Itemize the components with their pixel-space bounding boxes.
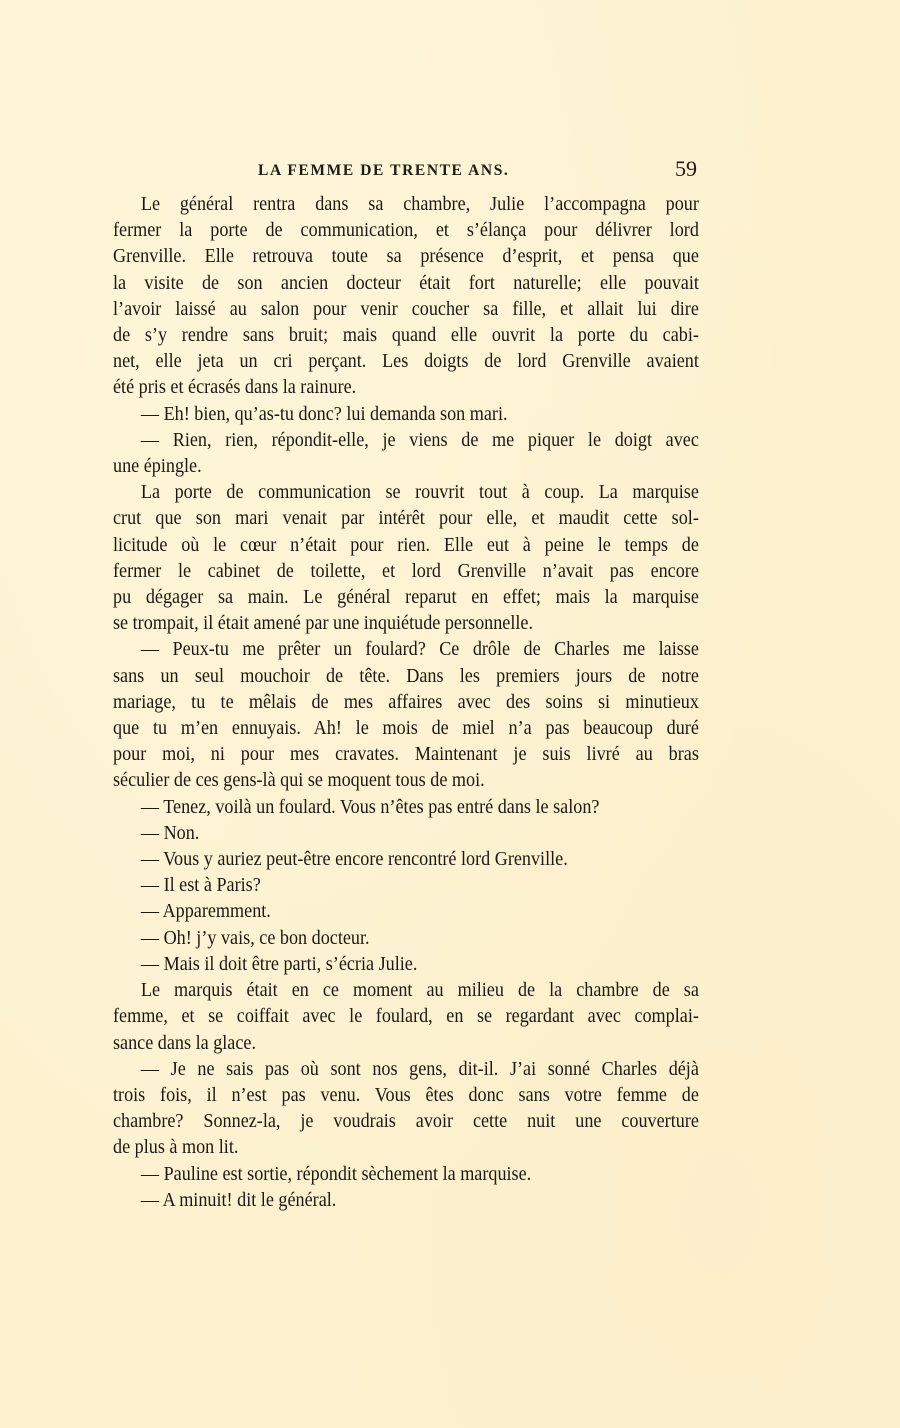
text-line: trois fois, il n’est pas venu. Vous êtes donc sans votre femme de bbox=[113, 1084, 699, 1106]
running-title: LA FEMME DE TRENTE ANS. bbox=[258, 162, 510, 179]
text-line: Le marquis était en ce moment au milieu de la chambre de sa bbox=[140, 980, 699, 1002]
text-line: — Rien, rien, répondit-elle, je viens de me piquer le doigt avec bbox=[140, 429, 699, 451]
text-line: séculier de ces gens-là qui se moquent tous de moi. bbox=[113, 770, 485, 792]
text-line: licitude où le cœur n’était pour rien. Elle eut à peine le temps de bbox=[113, 534, 699, 556]
paragraph bbox=[113, 978, 699, 1057]
text-line: été pris et écrasés dans la rainure. bbox=[113, 377, 357, 399]
text-line: de s’y rendre sans bruit; mais quand elle ouvrit la porte du cabi- bbox=[113, 325, 699, 347]
dialogue-paragraph bbox=[113, 1188, 699, 1214]
dialogue-paragraph bbox=[113, 873, 699, 899]
dialogue-paragraph bbox=[113, 847, 699, 873]
text-line: l’avoir laissé au salon pour venir coucher sa fille, et allait lui dire bbox=[113, 298, 699, 320]
dialogue-paragraph bbox=[113, 952, 699, 978]
dialogue-paragraph bbox=[113, 795, 699, 821]
paragraph bbox=[113, 192, 699, 402]
dialogue-paragraph bbox=[113, 1162, 699, 1188]
text-line: — Il est à Paris? bbox=[140, 875, 261, 897]
text-line: de plus à mon lit. bbox=[113, 1137, 239, 1159]
text-line: — Pauline est sortie, répondit sèchement la marquise. bbox=[140, 1163, 532, 1185]
text-line: fermer la porte de communication, et s’élança pour délivrer lord bbox=[113, 220, 699, 242]
text-line: — Vous y auriez peut-être encore rencontré lord Grenville. bbox=[140, 849, 568, 871]
dialogue-paragraph bbox=[113, 899, 699, 925]
text-line: fermer le cabinet de toilette, et lord Grenville n’avait pas encore bbox=[113, 560, 699, 582]
dialogue-paragraph bbox=[113, 428, 699, 480]
text-line: chambre? Sonnez-la, je voudrais avoir cette nuit une couverture bbox=[113, 1111, 699, 1133]
text-line: — Eh! bien, qu’as-tu donc? lui demanda son mari. bbox=[140, 403, 508, 425]
text-line: net, elle jeta un cri perçant. Les doigts de lord Grenville avaient bbox=[113, 351, 699, 373]
text-line: — Mais il doit être parti, s’écria Julie. bbox=[140, 953, 418, 975]
paragraph bbox=[113, 480, 699, 637]
text-line: — Peux-tu me prêter un foulard? Ce drôle de Charles me laisse bbox=[140, 639, 699, 661]
dialogue-paragraph bbox=[113, 402, 699, 428]
text-line: — Oh! j’y vais, ce bon docteur. bbox=[140, 927, 370, 949]
text-line: se trompait, il était amené par une inquiétude personnelle. bbox=[113, 613, 533, 635]
text-line: que tu m’en ennuyais. Ah! le mois de miel n’a pas beaucoup duré bbox=[113, 718, 699, 740]
body-text bbox=[113, 192, 699, 1214]
text-line: mariage, tu te mêlais de mes affaires avec des soins si minutieux bbox=[113, 691, 699, 713]
text-line: — Tenez, voilà un foulard. Vous n’êtes pas entré dans le salon? bbox=[140, 796, 600, 818]
text-line: Le général rentra dans sa chambre, Julie l’accompagna pour bbox=[140, 194, 699, 215]
text-line: pu dégager sa main. Le général reparut en effet; mais la marquise bbox=[113, 587, 699, 609]
dialogue-paragraph bbox=[113, 1057, 699, 1162]
text-line: femme, et se coiffait avec le foulard, en se regardant avec complai- bbox=[113, 1006, 699, 1028]
text-line: la visite de son ancien docteur était fort naturelle; elle pouvait bbox=[113, 272, 699, 294]
text-line: — Non. bbox=[140, 822, 200, 844]
text-line: — A minuit! dit le général. bbox=[140, 1189, 337, 1211]
text-line: sance dans la glace. bbox=[113, 1032, 257, 1054]
dialogue-paragraph bbox=[113, 637, 699, 794]
text-line: pour moi, ni pour mes cravates. Maintenant je suis livré au bras bbox=[113, 744, 699, 766]
text-line: — Je ne sais pas où sont nos gens, dit-il. J’ai sonné Charles déjà bbox=[140, 1058, 699, 1080]
running-head bbox=[113, 156, 699, 186]
text-line: La porte de communication se rouvrit tout à coup. La marquise bbox=[140, 482, 699, 504]
text-line: — Apparemment. bbox=[140, 901, 271, 923]
text-line: Grenville. Elle retrouva toute sa présence d’esprit, et pensa que bbox=[113, 246, 699, 268]
page-number: 59 bbox=[675, 156, 697, 181]
dialogue-paragraph bbox=[113, 926, 699, 952]
text-line: une épingle. bbox=[113, 456, 202, 478]
text-line: sans un seul mouchoir de tête. Dans les premiers jours de notre bbox=[113, 665, 699, 687]
text-line: crut que son mari venait par intérêt pour elle, et maudit cette sol- bbox=[113, 508, 699, 530]
dialogue-paragraph bbox=[113, 821, 699, 847]
